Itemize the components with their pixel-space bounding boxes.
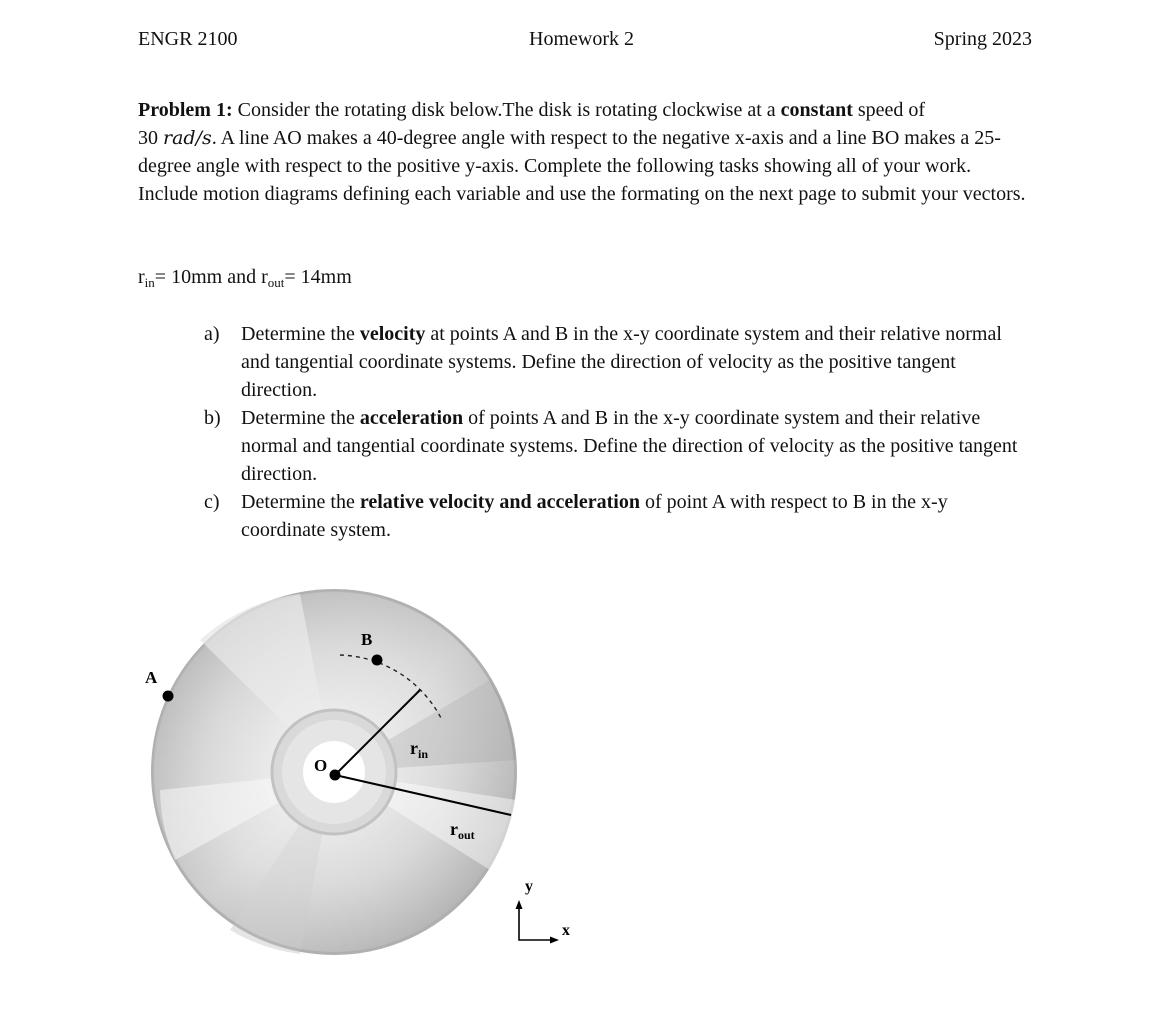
task-text: Determine the (241, 323, 360, 345)
radii-values (138, 266, 352, 291)
problem-text-3: . A line AO makes a 40-degree angle with respect to the negative x-axis and a line BO makes a 25-degree angle with respect to the positive y-axis. Complete the following tasks showing all of your work. Include motion diagrams defining each variable and use the formating on the next page to submit your vectors. (138, 127, 1026, 205)
task-text: of point A with respect to B in the x-y coordinate system. (241, 491, 948, 541)
origin-marker (330, 770, 341, 781)
point-a-marker (163, 691, 174, 702)
header-course: ENGR 2100 (138, 28, 238, 50)
r-in-symbol: r (410, 738, 418, 758)
axis-y-label: y (525, 878, 533, 895)
speed-value: 30 (138, 127, 163, 149)
task-text: at points A and B in the x-y coordinate system and their relative normal and tangential coordinate systems. Define the direction of velocity as the positive tangent direction. (241, 323, 1002, 401)
task-label: c) (204, 491, 220, 513)
disk-figure (130, 580, 590, 990)
point-b-marker (372, 655, 383, 666)
task-text: of points A and B in the x-y coordinate system and their relative normal and tangential coordinate systems. Define the direction of velocity as the positive tangent direction. (241, 407, 1018, 485)
task-item-a (204, 320, 1034, 404)
rin-value: = 10mm and (154, 266, 262, 288)
axis-x-label: x (562, 922, 570, 939)
task-item-b (204, 404, 1034, 488)
task-list (204, 320, 1034, 544)
rout-symbol: r (261, 266, 268, 288)
problem-text-2: speed of (852, 99, 926, 121)
task-text: Determine the (241, 407, 360, 429)
origin-label: O (314, 756, 328, 775)
r-in-subscript: in (418, 747, 429, 761)
rout-value: = 14mm (284, 266, 352, 288)
r-out-symbol: r (450, 819, 458, 839)
problem-text-1: Consider the rotating disk below.The disk is rotating clockwise at a (232, 99, 781, 121)
problem-statement (138, 96, 1033, 208)
r-out-subscript: out (458, 828, 475, 842)
point-b-label: B (361, 630, 373, 649)
task-text: Determine the (241, 491, 360, 513)
header-assignment: Homework 2 (529, 28, 634, 50)
axis-indicator (516, 900, 560, 944)
speed-unit: rad/s (163, 127, 212, 149)
constant-word: constant (780, 99, 853, 121)
task-keyword: acceleration (359, 407, 464, 429)
task-label: a) (204, 323, 220, 345)
point-a-label: A (145, 668, 158, 687)
task-label: b) (204, 407, 221, 429)
task-item-c (204, 488, 1034, 544)
header-term: Spring 2023 (933, 28, 1032, 50)
rout-subscript: out (267, 275, 285, 290)
task-keyword: relative velocity and acceleration (359, 491, 640, 513)
problem-label: Problem 1: (138, 99, 233, 121)
rin-symbol: r (138, 266, 145, 288)
task-keyword: velocity (359, 323, 426, 345)
rin-subscript: in (144, 275, 155, 290)
